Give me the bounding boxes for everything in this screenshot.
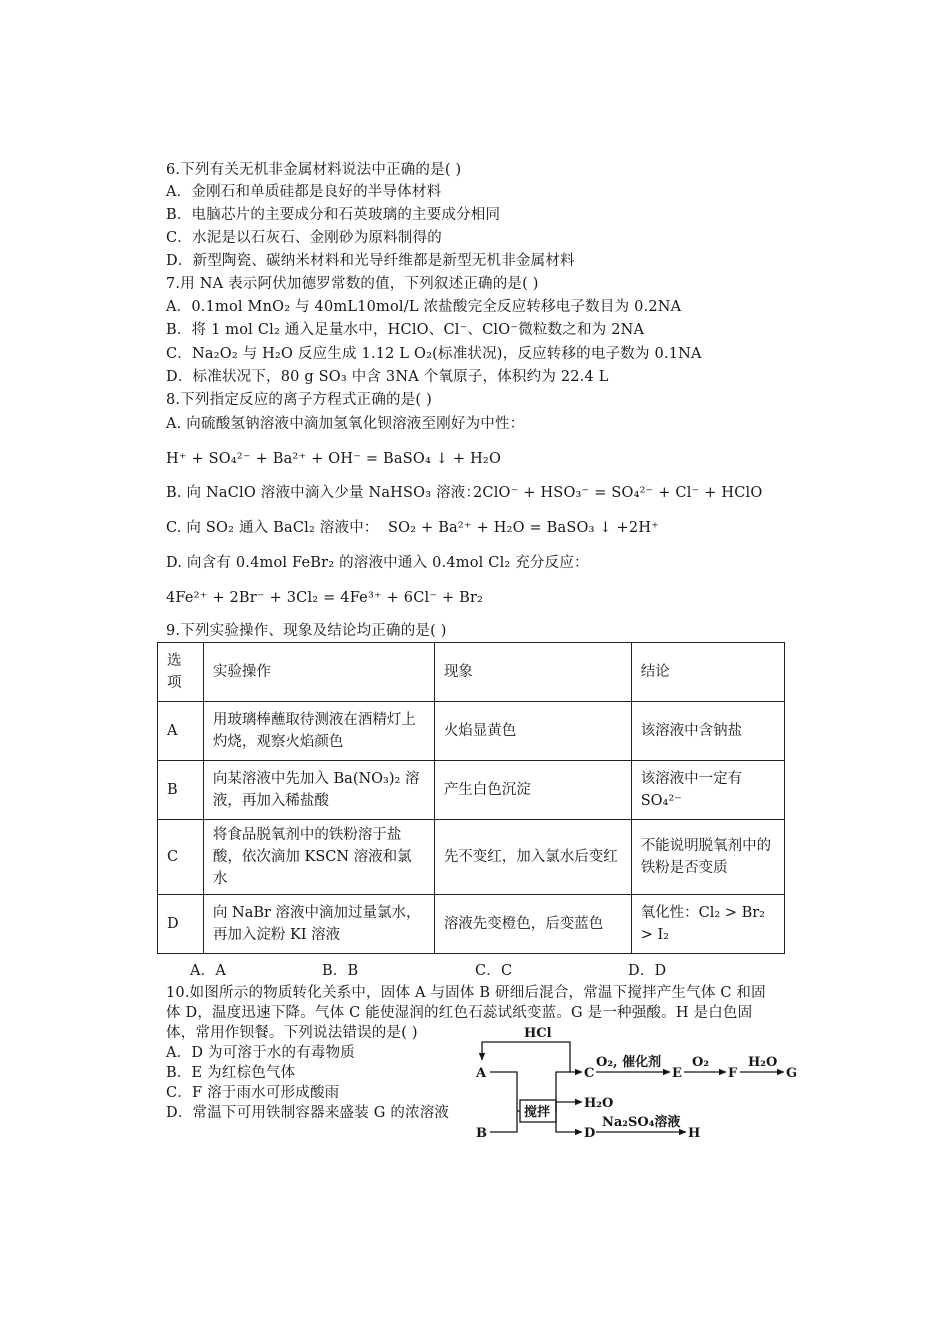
row-operation: 向 NaBr 溶液中滴加过量氯水，再加入淀粉 KI 溶液: [203, 895, 434, 954]
q8-option-b-equation: 2ClO⁻ + HSO₃⁻ = SO₄²⁻ + Cl⁻ + HClO: [473, 485, 763, 501]
node-g: G: [786, 1066, 798, 1081]
node-h: H: [688, 1126, 701, 1141]
q10-option-d: D．常温下可用铁制容器来盛装 G 的浓溶液: [166, 1105, 450, 1121]
row-label: C: [158, 820, 204, 895]
row-conclusion: 不能说明脱氧剂中的铁粉是否变质: [631, 820, 784, 895]
header-operation: 实验操作: [203, 643, 434, 702]
q6-option-d: D．新型陶瓷、碳纳米材料和光导纤维都是新型无机非金属材料: [166, 253, 575, 269]
q10-stem-line-2: 体 D，温度迅速下降。气体 C 能使湿润的红色石蕊试纸变蓝。G 是一种强酸。H 是白色固: [166, 1005, 753, 1021]
row-operation: 将食品脱氧剂中的铁粉溶于盐酸，依次滴加 KSCN 溶液和氯水: [203, 820, 434, 895]
row-conclusion: 该溶液中一定有 SO₄²⁻: [631, 761, 784, 820]
na2so4-label: Na₂SO₄溶液: [602, 1115, 681, 1130]
row-label: A: [158, 702, 204, 761]
node-f: F: [728, 1066, 738, 1081]
q8-option-d-text: D. 向含有 0.4mol FeBr₂ 的溶液中通入 0.4mol Cl₂ 充分反应：: [166, 555, 589, 571]
stir-label: 搅拌: [524, 1105, 551, 1120]
row-label: D: [158, 895, 204, 954]
to-c-arrow: [556, 1072, 582, 1111]
q8-option-c-equation: SO₂ + Ba²⁺ + H₂O = BaSO₃ ↓ +2H⁺: [388, 520, 660, 536]
q10-stem-line-3: 体，常用作钡餐。下列说法错误的是( ): [166, 1025, 418, 1041]
table-row: [158, 895, 785, 954]
a-line: [490, 1072, 517, 1111]
row-label: B: [158, 761, 204, 820]
table-header-row: [158, 643, 785, 702]
row-phenomenon: 溶液先变橙色，后变蓝色: [434, 895, 631, 954]
row-operation: 向某溶液中先加入 Ba(NO₃)₂ 溶液，再加入稀盐酸: [203, 761, 434, 820]
node-e: E: [672, 1066, 682, 1081]
q6-stem: 6.下列有关无机非金属材料说法中正确的是( ): [166, 162, 462, 178]
q6-option-a: A．金刚石和单质硅都是良好的半导体材料: [166, 184, 442, 200]
row-phenomenon: 火焰显黄色: [434, 702, 631, 761]
node-b: B: [476, 1126, 487, 1141]
experiment-table: [157, 642, 785, 954]
table-row: [158, 761, 785, 820]
node-a: A: [476, 1066, 487, 1081]
q8-stem: 8.下列指定反应的离子方程式正确的是( ): [166, 392, 432, 408]
row-operation: 用玻璃棒蘸取待测液在酒精灯上灼烧，观察火焰颜色: [203, 702, 434, 761]
table-row: [158, 820, 785, 895]
q9-choice-c: C．C: [475, 963, 513, 979]
q8-option-a-equation: H⁺ + SO₄²⁻ + Ba²⁺ + OH⁻ = BaSO₄ ↓ + H₂O: [166, 451, 502, 467]
q7-stem: 7.用 NA 表示阿伏加德罗常数的值，下列叙述正确的是( ): [166, 276, 539, 292]
header-conclusion: 结论: [631, 643, 784, 702]
node-c: C: [584, 1066, 595, 1081]
h2o-product-label: H₂O: [584, 1096, 614, 1111]
header-phenomenon: 现象: [434, 643, 631, 702]
q8-option-b-text: B. 向 NaClO 溶液中滴入少量 NaHSO₃ 溶液：: [166, 485, 481, 501]
node-d: D: [584, 1126, 596, 1141]
row-conclusion: 该溶液中含钠盐: [631, 702, 784, 761]
conversion-diagram: [470, 1022, 810, 1147]
q10-option-c: C．F 溶于雨水可形成酸雨: [166, 1085, 340, 1101]
q9-choice-a: A．A: [190, 963, 227, 979]
to-d-arrow: [556, 1111, 582, 1132]
q10-option-a: A．D 为可溶于水的有毒物质: [166, 1045, 356, 1061]
q8-option-a-text: A. 向硫酸氢钠溶液中滴加氢氧化钡溶液至刚好为中性：: [166, 416, 525, 432]
header-option: 选项: [158, 643, 204, 702]
q10-option-b: B．E 为红棕色气体: [166, 1065, 296, 1081]
q7-option-b: B．将 1 mol Cl₂ 通入足量水中，HClO、Cl⁻、ClO⁻微粒数之和为 2NA: [166, 322, 645, 338]
q8-option-c-text: C. 向 SO₂ 通入 BaCl₂ 溶液中：: [166, 520, 379, 536]
row-phenomenon: 产生白色沉淀: [434, 761, 631, 820]
table-row: [158, 702, 785, 761]
q6-option-c: C．水泥是以石灰石、金刚砂为原料制得的: [166, 230, 442, 246]
hcl-loop-arrow: [482, 1042, 570, 1072]
q9-stem: 9.下列实验操作、现象及结论均正确的是( ): [166, 623, 447, 639]
q7-option-c: C．Na₂O₂ 与 H₂O 反应生成 1.12 L O₂(标准状况)，反应转移的电子数为 0.1NA: [166, 346, 702, 362]
o2-label: O₂: [692, 1055, 710, 1070]
q6-option-b: B．电脑芯片的主要成分和石英玻璃的主要成分相同: [166, 207, 501, 223]
to-h2o-arrow: [556, 1102, 582, 1111]
hcl-label: HCl: [524, 1026, 552, 1041]
row-phenomenon: 先不变红，加入氯水后变红: [434, 820, 631, 895]
b-line: [490, 1111, 517, 1132]
q9-choice-b: B．B: [322, 963, 359, 979]
q7-option-a: A．0.1mol MnO₂ 与 40mL10mol/L 浓盐酸完全反应转移电子数目为 0.2NA: [166, 299, 682, 315]
q10-stem-line-1: 10.如图所示的物质转化关系中，固体 A 与固体 B 研细后混合，常温下搅拌产生气体 C 和固: [166, 985, 766, 1001]
row-conclusion: 氧化性：Cl₂ > Br₂ > I₂: [631, 895, 784, 954]
h2o-top-label: H₂O: [748, 1055, 778, 1070]
q8-option-d-equation: 4Fe²⁺ + 2Br⁻ + 3Cl₂ = 4Fe³⁺ + 6Cl⁻ + Br₂: [166, 590, 484, 606]
o2-catalyst-label: O₂, 催化剂: [596, 1055, 662, 1070]
q7-option-d: D．标准状况下，80 g SO₃ 中含 3NA 个氧原子，体积约为 22.4 L: [166, 369, 609, 385]
q9-choice-d: D．D: [628, 963, 667, 979]
